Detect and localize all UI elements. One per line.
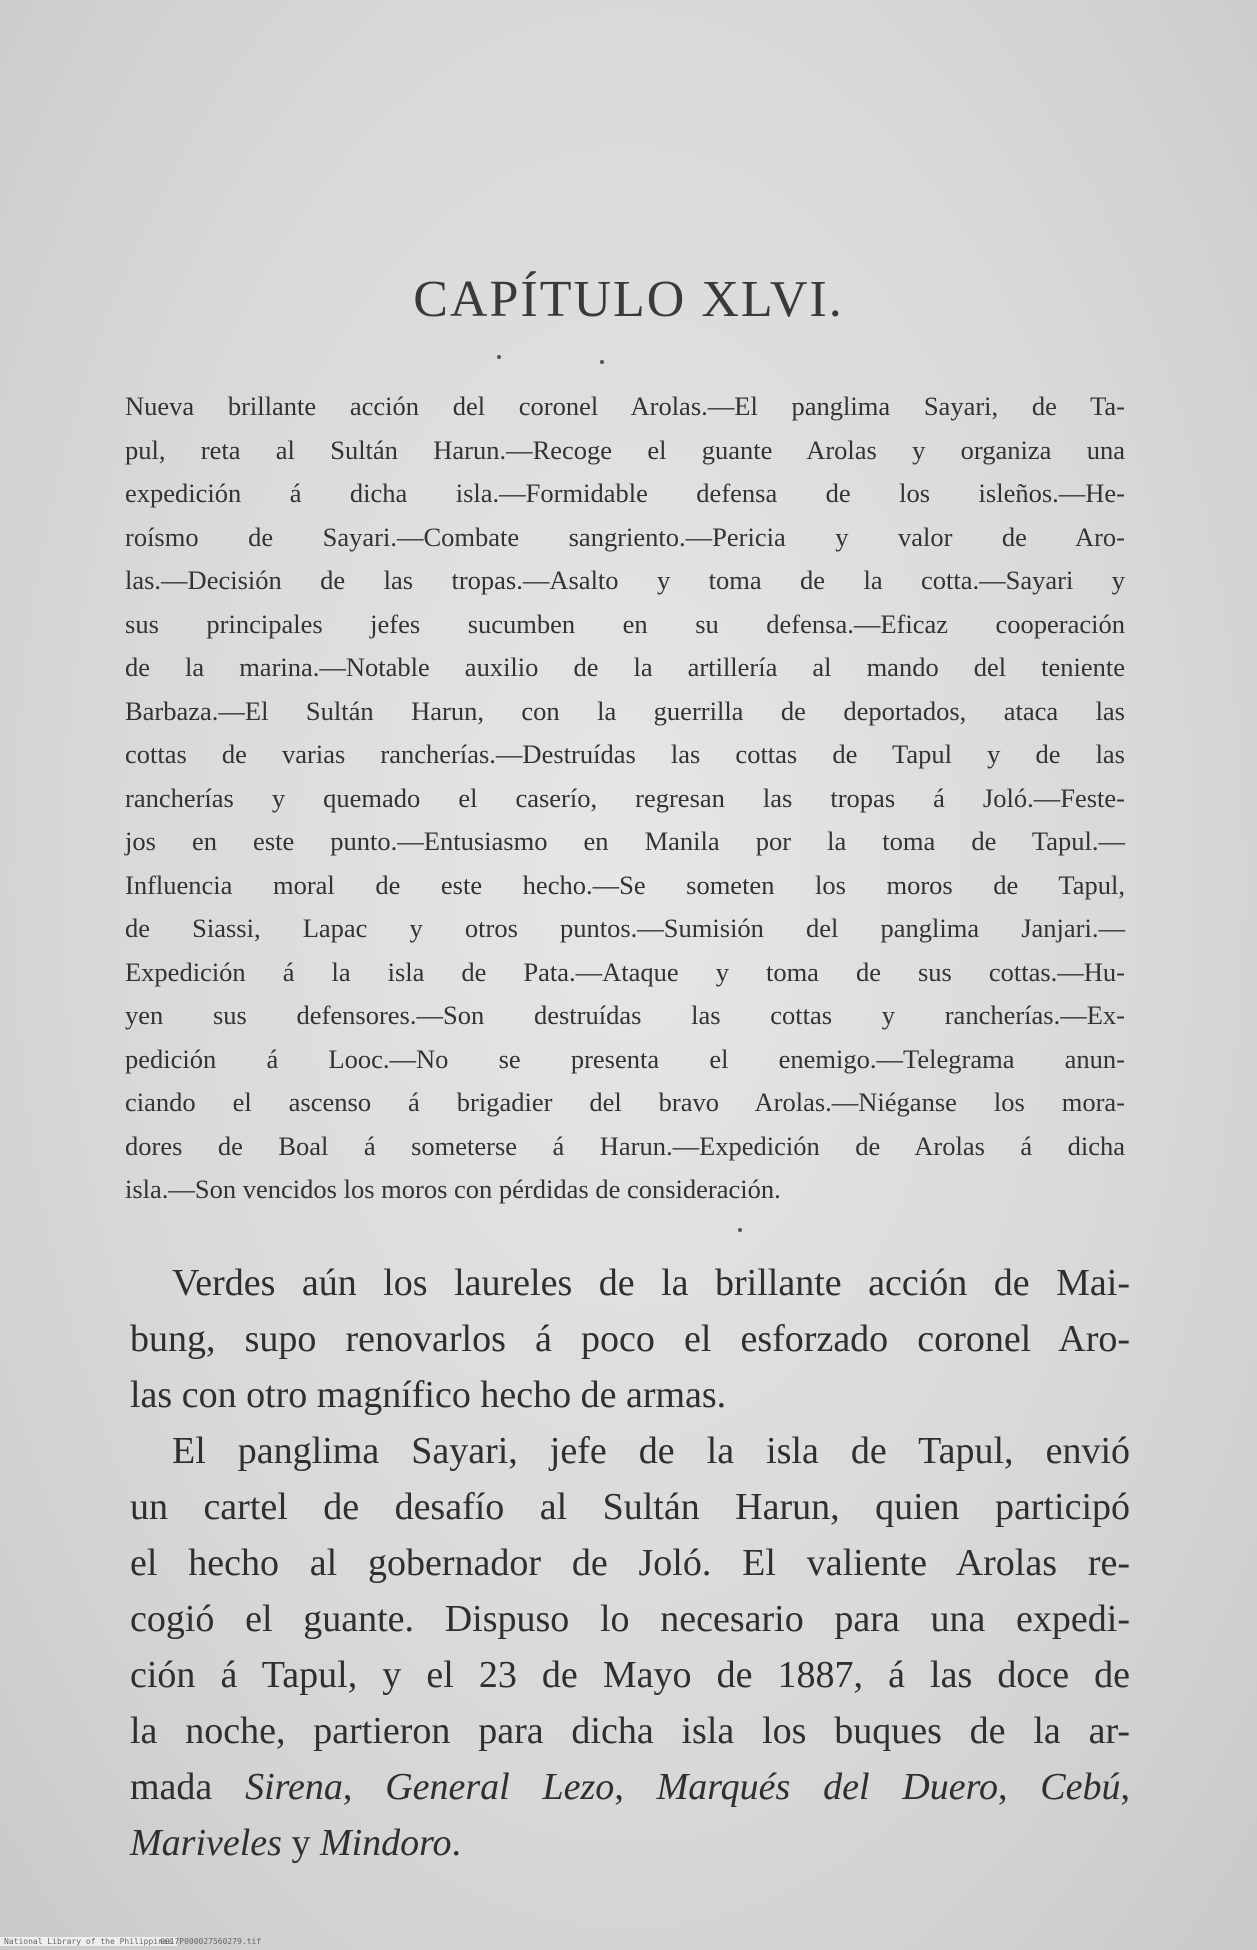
summary-line: ciando el ascenso á brigadier del bravo Arolas.—Niéganse los mora- <box>125 1087 1125 1117</box>
ornament-dot <box>497 355 501 359</box>
summary-line: yen sus defensores.—Son destruídas las cottas y rancherías.—Ex- <box>125 1000 1125 1030</box>
body-line: cogió el guante. Dispuso lo necesario para una expedi- <box>130 1598 1130 1640</box>
body-text-fragment: mada <box>130 1766 246 1808</box>
summary-line: dores de Boal á someterse á Harun.—Expedición de Arolas á dicha <box>125 1130 1125 1161</box>
body-line: El panglima Sayari, jefe de la isla de Tapul, envió <box>172 1430 1130 1472</box>
summary-line: de Siassi, Lapac y otros puntos.—Sumisión del panglima Janjari.— <box>125 913 1125 943</box>
body-line: un cartel de desafío al Sultán Harun, quien participó <box>130 1486 1130 1528</box>
body-text <box>130 1255 1130 1871</box>
summary-line: roísmo de Sayari.—Combate sangriento.—Pericia y valor de Aro- <box>125 521 1125 552</box>
summary-line: pedición á Looc.—No se presenta el enemigo.—Telegrama anun- <box>125 1043 1125 1074</box>
body-line: ción á Tapul, y el 23 de Mayo de 1887, á las doce de <box>130 1654 1130 1696</box>
ship-name: Mariveles <box>130 1822 282 1864</box>
separator: , <box>998 1766 1041 1808</box>
summary-line: isla.—Son vencidos los moros con pérdidas de consideración. <box>125 1174 781 1204</box>
summary-line: Influencia moral de este hecho.—Se someten los moros de Tapul, <box>125 869 1125 900</box>
separator: , <box>1120 1766 1131 1808</box>
ornament-dot <box>738 1228 742 1232</box>
chapter-summary <box>125 385 1125 1212</box>
ornament-dot <box>600 360 604 364</box>
body-line-ships-final <box>130 1815 1130 1871</box>
summary-line: de la marina.—Notable auxilio de la artillería al mando del teniente <box>125 652 1125 682</box>
summary-line: cottas de varias rancherías.—Destruídas las cottas de Tapul y de las <box>125 739 1125 769</box>
body-line: el hecho al gobernador de Joló. El valiente Arolas re- <box>130 1542 1130 1584</box>
ship-name: Mindoro <box>319 1822 452 1864</box>
summary-line: las.—Decisión de las tropas.—Asalto y toma de la cotta.—Sayari y <box>125 565 1125 595</box>
ship-name: Cebú <box>1040 1766 1121 1808</box>
footer-filename: 0017P000027560279.tif <box>160 1937 262 1946</box>
body-line: bung, supo renovarlos á poco el esforzado coronel Aro- <box>130 1318 1130 1360</box>
ship-name: Sirena <box>245 1766 343 1808</box>
separator: , <box>614 1766 657 1808</box>
summary-line: Nueva brillante acción del coronel Arolas.—El panglima Sayari, de Ta- <box>125 391 1125 421</box>
body-line: Verdes aún los laureles de la brillante acción de Mai- <box>172 1262 1130 1304</box>
summary-line: Expedición á la isla de Pata.—Ataque y toma de sus cottas.—Hu- <box>125 956 1125 987</box>
conjunction: y <box>281 1822 320 1864</box>
period: . <box>451 1822 462 1864</box>
footer-credit: National Library of the Philippines <box>0 1937 177 1946</box>
chapter-title: CAPÍTULO XLVI. <box>413 271 844 328</box>
ship-name: General Lezo <box>385 1766 615 1808</box>
summary-line: pul, reta al Sultán Harun.—Recoge el guante Arolas y organiza una <box>125 434 1125 465</box>
body-line-ships <box>130 1759 1130 1815</box>
body-line: la noche, partieron para dicha isla los buques de la ar- <box>130 1710 1130 1752</box>
body-line: las con otro magnífico hecho de armas. <box>130 1374 727 1416</box>
summary-line: jos en este punto.—Entusiasmo en Manila por la toma de Tapul.— <box>125 826 1125 856</box>
separator: , <box>342 1766 386 1808</box>
summary-line: rancherías y quemado el caserío, regresan las tropas á Joló.—Feste- <box>125 782 1125 813</box>
summary-line: sus principales jefes sucumben en su defensa.—Eficaz cooperación <box>125 608 1125 639</box>
ship-name: Marqués del Duero <box>656 1766 998 1808</box>
summary-line: expedición á dicha isla.—Formidable defensa de los isleños.—He- <box>125 478 1125 508</box>
summary-line: Barbaza.—El Sultán Harun, con la guerrilla de deportados, ataca las <box>125 695 1125 726</box>
